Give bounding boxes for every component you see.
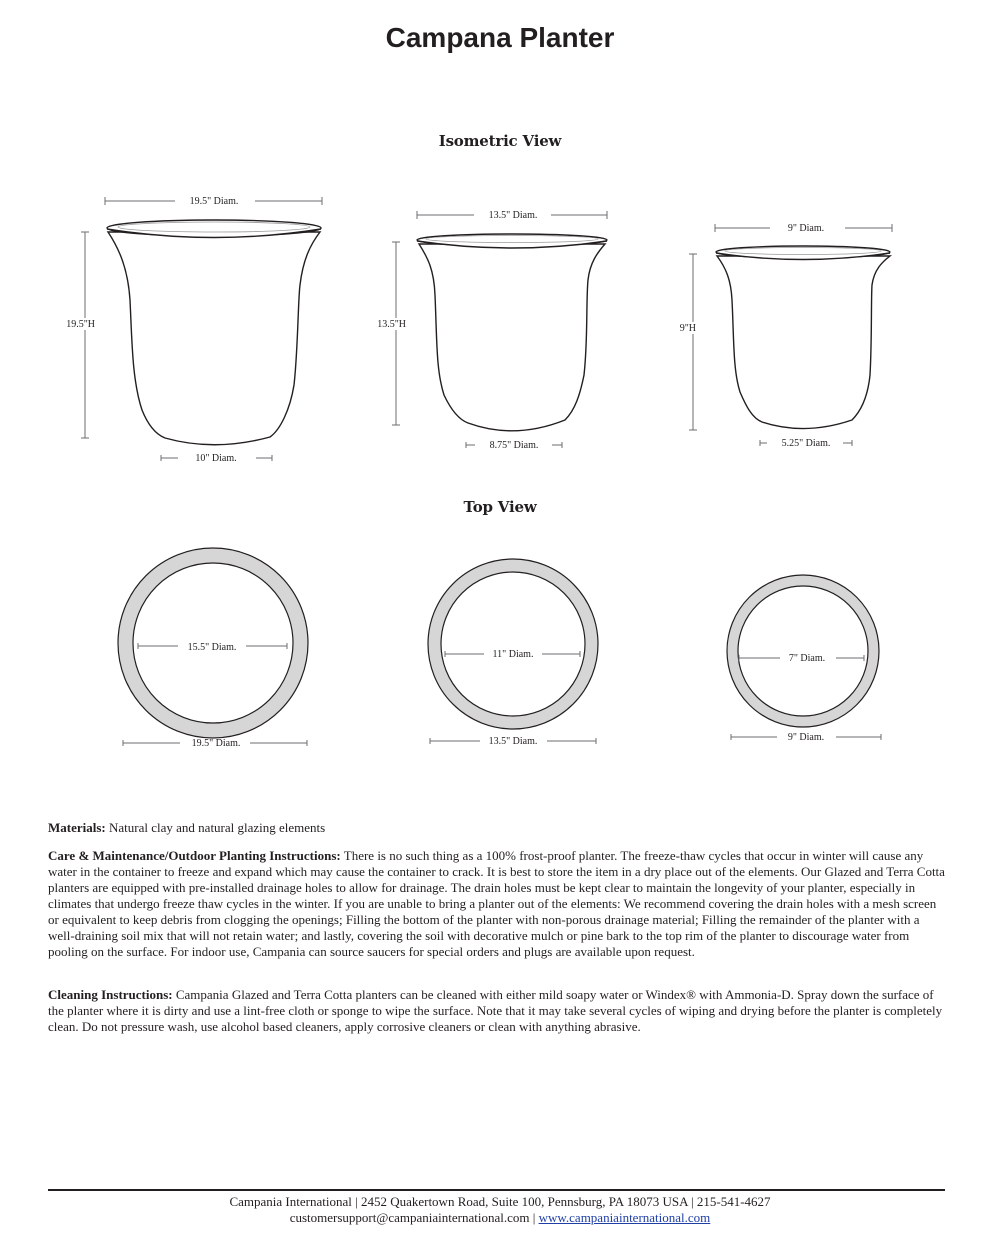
- bottom-diameter-label: 10" Diam.: [195, 453, 237, 464]
- bottom-diameter-label: 8.75" Diam.: [489, 440, 539, 451]
- top-view-planter-large: [118, 548, 308, 749]
- care-text: There is no such thing as a 100% frost-proof planter. The freeze-thaw cycles that occur in winter will cause any water in the container to freeze and expand which may cause the container to crack. It is best to store the item in a dry place out of the elements. Our Glazed and Terra Cotta planters are equipped with pre-installed drainage holes to allow for drainage. The drain holes must be kept clear to maintain the longevity of your planter, especially in climates that undergo freeze thaw cycles in the winter. If you are unable to bring a planter out of the elements: We recommend covering the drain holes with a mesh screen or equivalent to keep debris from clogging the openings; Filling the bottom of the planter with non-porous drainage material; Filling the remainder of the planter with a well-draining soil mix that will not retain water; and lastly, covering the soil with decorative mulch or pine bark to the top rim of the planter to discourage water from pooling on the surface. For indoor use, Campania can source saucers for special orders and plugs are available upon request.: [48, 848, 945, 959]
- isometric-view-heading: Isometric View: [438, 132, 562, 150]
- height-label: 9"H: [679, 323, 696, 334]
- top-diameter-label: 19.5" Diam.: [189, 196, 239, 207]
- planter-body: [717, 256, 890, 429]
- page-title: Campana Planter: [385, 22, 615, 53]
- footer-divider: [48, 1189, 945, 1191]
- inner-diameter-label: 11" Diam.: [492, 649, 534, 660]
- cleaning-instructions-section: [48, 987, 948, 1035]
- care-label: Care & Maintenance/Outdoor Planting Instructions:: [48, 848, 341, 863]
- height-label: 19.5"H: [66, 319, 95, 330]
- footer-email: customersupport@campaniainternational.com: [289, 1210, 530, 1225]
- outer-diameter-label: 19.5" Diam.: [191, 738, 241, 749]
- inner-opening: [738, 586, 868, 716]
- outer-diameter-label: 9" Diam.: [787, 732, 825, 743]
- top-view-heading: Top View: [463, 498, 537, 516]
- isometric-planter-medium: [377, 210, 607, 451]
- inner-diameter-label: 7" Diam.: [788, 653, 826, 664]
- footer-contact: [0, 1210, 1000, 1226]
- materials-text: Natural clay and natural glazing elements: [105, 820, 326, 835]
- materials-section: [48, 820, 948, 836]
- website-link[interactable]: www.campaniainternational.com: [538, 1210, 711, 1225]
- inner-opening: [441, 572, 585, 716]
- planter-body: [419, 244, 605, 431]
- planter-body: [108, 232, 320, 445]
- isometric-planter-small: [680, 223, 892, 449]
- top-diameter-label: 9" Diam.: [787, 223, 825, 234]
- cleaning-label: Cleaning Instructions:: [48, 987, 173, 1002]
- outer-diameter-label: 13.5" Diam.: [488, 736, 538, 747]
- materials-label: Materials:: [48, 820, 106, 835]
- height-label: 13.5"H: [377, 319, 406, 330]
- bottom-diameter-label: 5.25" Diam.: [781, 438, 831, 449]
- isometric-planter-large: [66, 196, 322, 464]
- footer-address: Campania International | 2452 Quakertown Road, Suite 100, Pennsburg, PA 18073 USA | 215-541-4627: [229, 1194, 771, 1209]
- footer-separator: |: [529, 1210, 539, 1225]
- care-instructions-section: [48, 848, 948, 960]
- top-view-planter-small: [727, 575, 881, 743]
- inner-diameter-label: 15.5" Diam.: [187, 642, 237, 653]
- top-view-planter-medium: [428, 559, 598, 747]
- top-diameter-label: 13.5" Diam.: [488, 210, 538, 221]
- cleaning-text: Campania Glazed and Terra Cotta planters can be cleaned with either mild soapy water or Windex® with Ammonia-D. Spray down the surface of the planter where it is dirty and use a lint-free cloth or sponge to wipe the surface. Note that it may take several cycles of wiping and drying before the planter is completely clean. Do not pressure wash, use alcohol based cleaners, apply corrosive cleaners or clean with anything abrasive.: [48, 987, 943, 1034]
